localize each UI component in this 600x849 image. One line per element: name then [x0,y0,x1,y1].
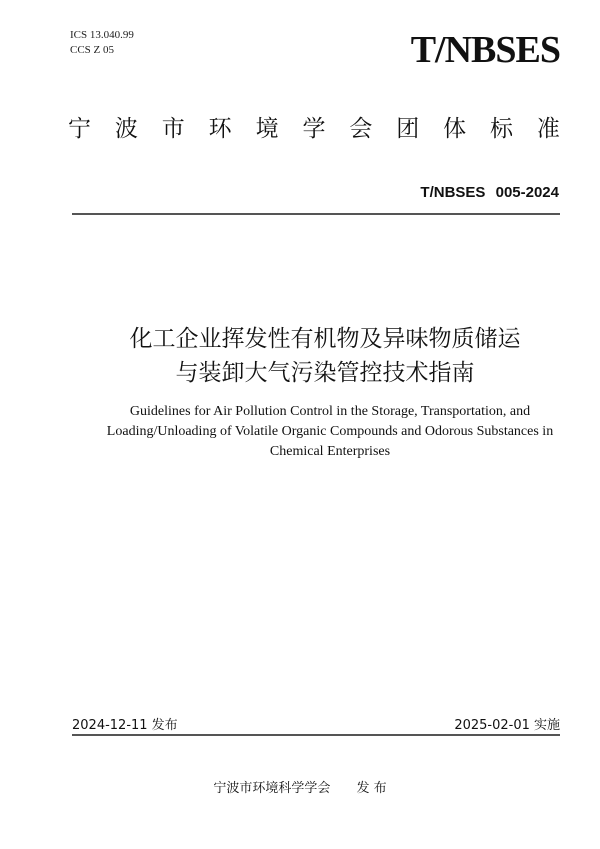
org-char: 宁 [68,116,91,142]
bottom-divider [72,734,560,736]
org-char: 会 [349,116,373,142]
top-divider [72,213,560,215]
publisher-action: 发 布 [356,781,387,796]
english-title [60,402,600,462]
issue-date: 2024-12-11 发布 [72,718,178,733]
chinese-title [0,322,600,390]
org-char: 环 [208,116,232,142]
org-char: 体 [443,116,467,142]
title-en-line3: Chemical Enterprises [269,444,391,459]
classification-codes [70,28,134,58]
org-char: 团 [396,116,420,142]
publisher [0,777,600,796]
org-char: 市 [161,116,185,142]
brand-code: T/NBSES [410,29,560,71]
ics-code: ICS 13.040.99 [70,29,134,41]
title-zh-line2: 与装卸大气污染管控技术指南 [175,360,475,386]
publisher-name: 宁波市环境科学学会 [213,781,331,796]
org-char: 波 [114,116,138,142]
title-en-line2: Loading/Unloading of Volatile Organic Compounds and Odorous Substances in [106,424,554,439]
org-char: 准 [536,116,560,142]
org-char: 学 [302,116,326,142]
org-char: 标 [490,116,514,142]
org-standard-title [68,112,560,146]
effective-date: 2025-02-01 实施 [454,718,560,733]
standard-code: T/NBSES 005-2024 [420,184,559,201]
title-zh-line1: 化工企业挥发性有机物及异味物质储运 [129,326,521,352]
org-char: 境 [255,116,279,142]
title-en-line1: Guidelines for Air Pollution Control in the Storage, Transportation, and [129,404,531,419]
ccs-code: CCS Z 05 [70,44,115,56]
